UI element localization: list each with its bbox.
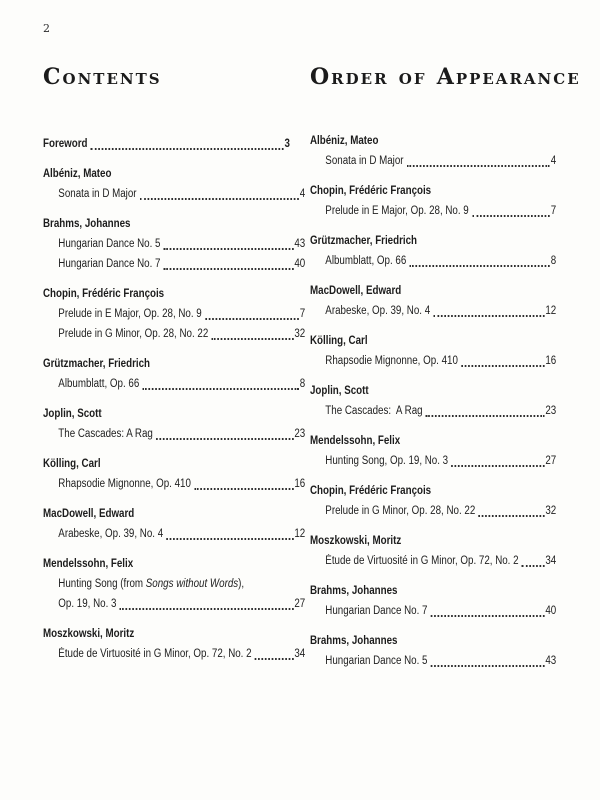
work-title <box>58 574 244 594</box>
page-ref: 3 <box>284 138 290 150</box>
page-ref: 43 <box>294 238 306 250</box>
work-title-text: Foreword <box>43 138 88 150</box>
work-title-text: The Cascades: A Rag <box>58 428 153 440</box>
dot-leader <box>407 165 550 167</box>
work-title-text: Hunting Song (from <box>58 578 146 590</box>
work-title <box>325 601 427 621</box>
toc-entry <box>43 624 306 664</box>
composer-name: Joplin, Scott <box>310 385 369 397</box>
work-title-text: Prelude in E Major, Op. 28, No. 9 <box>58 308 202 320</box>
toc-entry <box>310 481 557 521</box>
composer-name: Albéniz, Mateo <box>310 135 379 147</box>
composer-name: Brahms, Johannes <box>310 585 398 597</box>
order-of-appearance-entries <box>310 131 557 671</box>
toc-entry <box>310 581 557 621</box>
work-title <box>58 324 208 344</box>
composer-name: Chopin, Frédéric François <box>310 185 432 197</box>
page-ref: 43 <box>545 655 557 667</box>
toc-entry <box>43 454 306 494</box>
work-title-italic: Songs without Words <box>145 578 239 590</box>
work-title-text: Sonata in D Major <box>58 188 137 200</box>
work-title <box>58 524 163 544</box>
work-title <box>325 551 518 571</box>
page-ref: 8 <box>550 255 557 267</box>
toc-entry <box>43 214 306 274</box>
work-title <box>58 594 116 614</box>
dot-leader <box>431 615 545 617</box>
work-title-row <box>310 451 556 471</box>
work-title <box>58 234 160 254</box>
work-title-row <box>310 151 556 171</box>
work-title-text: Sonata in D Major <box>325 155 404 167</box>
dot-leader <box>431 665 545 667</box>
work-title <box>58 644 251 664</box>
page-ref: 12 <box>294 528 306 540</box>
work-title-row <box>310 351 556 371</box>
page-ref: 7 <box>550 205 557 217</box>
work-title-text: Albumblatt, Op. 66 <box>58 378 140 390</box>
toc-entry <box>310 231 557 271</box>
work-title-text: Arabeske, Op. 39, No. 4 <box>325 305 431 317</box>
work-title-text: Hungarian Dance No. 7 <box>58 258 161 270</box>
work-title-text: Étude de Virtuosité in G Minor, Op. 72, No. 2 <box>58 648 252 660</box>
dot-leader <box>461 365 544 367</box>
composer-name: Kölling, Carl <box>310 335 368 347</box>
work-title <box>325 501 475 521</box>
composer-name: Chopin, Frédéric François <box>43 288 165 300</box>
work-title-text: Hungarian Dance No. 7 <box>325 605 428 617</box>
composer-name: Mendelssohn, Felix <box>43 558 134 570</box>
dot-leader <box>91 148 284 150</box>
work-title-row <box>43 324 305 344</box>
dot-leader <box>156 438 293 440</box>
work-title-row <box>310 651 556 671</box>
work-title <box>325 451 448 471</box>
page-ref: 4 <box>299 188 306 200</box>
toc-entry <box>310 381 557 421</box>
heading-letter: A <box>436 64 456 90</box>
heading-letter: ONTENTS <box>62 70 162 88</box>
work-title <box>43 134 88 154</box>
work-title <box>58 374 139 394</box>
composer-name: Joplin, Scott <box>43 408 102 420</box>
work-title-text: Arabeske, Op. 39, No. 4 <box>58 528 164 540</box>
work-title <box>58 474 191 494</box>
work-title <box>325 651 427 671</box>
work-title-text: Prelude in E Major, Op. 28, No. 9 <box>325 205 469 217</box>
work-title-text: Albumblatt, Op. 66 <box>325 255 407 267</box>
composer-name: Albéniz, Mateo <box>43 168 112 180</box>
toc-entry <box>310 181 557 221</box>
page-ref: 34 <box>294 648 306 660</box>
work-title-row <box>310 501 556 521</box>
work-title-text: Rhapsodie Mignonne, Op. 410 <box>58 478 191 490</box>
work-title <box>58 254 160 274</box>
heading-letter: RDER <box>331 70 399 88</box>
toc-entry <box>310 281 557 321</box>
toc-entry <box>43 284 306 344</box>
work-title-text: Hungarian Dance No. 5 <box>58 238 161 250</box>
dot-leader <box>472 215 550 217</box>
dot-leader <box>426 415 544 417</box>
toc-entry <box>43 554 306 614</box>
work-title-text: Étude de Virtuosité in G Minor, Op. 72, No. 2 <box>325 555 519 567</box>
toc-entry <box>310 131 557 171</box>
work-title-text: The Cascades: A Rag <box>325 405 423 417</box>
composer-name: Brahms, Johannes <box>43 218 131 230</box>
toc-entry <box>43 164 306 204</box>
work-title-row <box>310 201 556 221</box>
heading-letter: OF <box>398 70 437 88</box>
page-ref: 8 <box>299 378 306 390</box>
page-ref: 23 <box>294 428 306 440</box>
page-ref: 23 <box>545 405 557 417</box>
work-title <box>325 351 458 371</box>
work-title-row <box>43 594 305 614</box>
dot-leader <box>434 315 545 317</box>
order-of-appearance-heading <box>310 64 581 90</box>
page-ref: 16 <box>545 355 557 367</box>
dot-leader <box>205 318 299 320</box>
composer-name: Brahms, Johannes <box>310 635 398 647</box>
toc-entry <box>43 404 306 444</box>
toc-entry <box>310 631 557 671</box>
composer-name: Mendelssohn, Felix <box>310 435 401 447</box>
work-title <box>325 301 430 321</box>
work-title-text: Prelude in G Minor, Op. 28, No. 22 <box>58 328 209 340</box>
toc-entry <box>43 354 306 394</box>
page-ref: 32 <box>294 328 306 340</box>
composer-name: Grützmacher, Friedrich <box>43 358 151 370</box>
work-title-text: ), <box>238 578 245 590</box>
work-title <box>325 201 468 221</box>
composer-name: Moszkowski, Moritz <box>43 628 135 640</box>
composer-name: Kölling, Carl <box>43 458 101 470</box>
work-title-row <box>43 374 305 394</box>
dot-leader <box>452 465 545 467</box>
page-ref: 4 <box>550 155 557 167</box>
work-title-row <box>43 234 305 254</box>
work-title-text: Prelude in G Minor, Op. 28, No. 22 <box>325 505 476 517</box>
composer-name: MacDowell, Edward <box>43 508 135 520</box>
work-title-row <box>43 574 305 594</box>
foreword-row <box>43 134 290 154</box>
work-title-row <box>310 401 556 421</box>
page-ref: 40 <box>294 258 306 270</box>
contents-entries <box>43 134 306 664</box>
page-ref: 40 <box>545 605 557 617</box>
work-title <box>58 304 201 324</box>
work-title <box>325 251 406 271</box>
toc-entry <box>43 134 290 154</box>
heading-letter: PPEARANCE <box>455 70 581 88</box>
composer-name: Grützmacher, Friedrich <box>310 235 418 247</box>
heading-letter: O <box>310 64 332 90</box>
work-title-row <box>310 551 556 571</box>
work-title <box>58 424 153 444</box>
composer-name: Chopin, Frédéric François <box>310 485 432 497</box>
work-title <box>58 184 136 204</box>
dot-leader <box>143 388 299 390</box>
contents-heading <box>43 64 290 90</box>
work-title-row <box>43 254 305 274</box>
dot-leader <box>255 658 294 660</box>
work-title-row <box>43 184 305 204</box>
dot-leader <box>167 538 294 540</box>
work-title-row <box>43 304 305 324</box>
dot-leader <box>140 198 299 200</box>
work-title-text: Rhapsodie Mignonne, Op. 410 <box>325 355 458 367</box>
page-number: 2 <box>43 22 50 35</box>
work-title-row <box>310 251 556 271</box>
dot-leader <box>410 265 550 267</box>
work-title-row <box>43 644 305 664</box>
order-of-appearance-column <box>310 64 581 681</box>
page-ref: 34 <box>545 555 557 567</box>
dot-leader <box>164 248 294 250</box>
work-title <box>325 151 403 171</box>
dot-leader <box>120 608 294 610</box>
dot-leader <box>164 268 294 270</box>
composer-name: MacDowell, Edward <box>310 285 402 297</box>
contents-column <box>43 64 306 674</box>
toc-entry <box>43 504 306 544</box>
page-ref: 16 <box>294 478 306 490</box>
work-title-text: Op. 19, No. 3 <box>58 598 117 610</box>
composer-name: Moszkowski, Moritz <box>310 535 402 547</box>
toc-entry <box>310 331 557 371</box>
work-title-row <box>310 601 556 621</box>
page-ref: 12 <box>545 305 557 317</box>
dot-leader <box>194 488 293 490</box>
dot-leader <box>522 565 545 567</box>
page-ref: 27 <box>294 598 306 610</box>
work-title-row <box>43 474 305 494</box>
page-ref: 7 <box>299 308 306 320</box>
work-title-row <box>43 524 305 544</box>
heading-letter: C <box>43 64 63 90</box>
work-title-row <box>310 301 556 321</box>
work-title-text: Hunting Song, Op. 19, No. 3 <box>325 455 449 467</box>
work-title-text: Hungarian Dance No. 5 <box>325 655 428 667</box>
dot-leader <box>212 338 294 340</box>
dot-leader <box>479 515 545 517</box>
work-title <box>325 401 422 421</box>
page-ref: 27 <box>545 455 557 467</box>
toc-entry <box>310 531 557 571</box>
page-ref: 32 <box>545 505 557 517</box>
work-title-row <box>43 424 305 444</box>
toc-entry <box>310 431 557 471</box>
